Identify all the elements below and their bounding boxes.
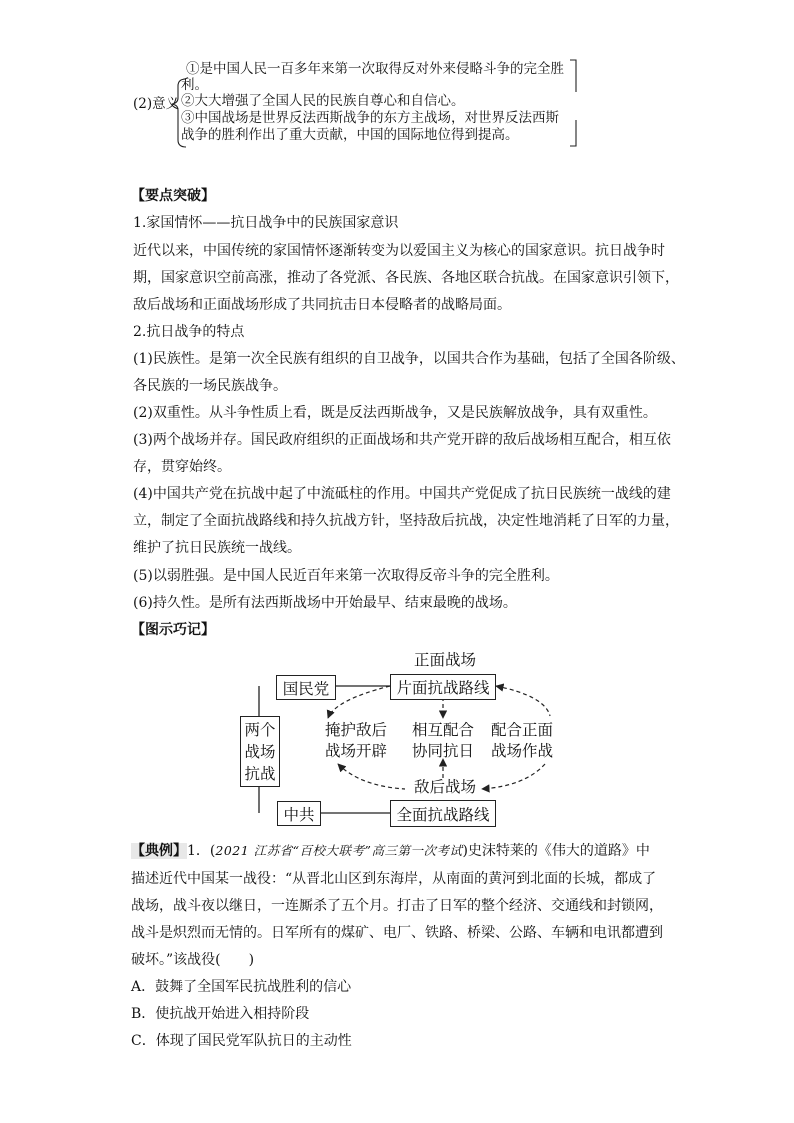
example-tag: 【典例】 xyxy=(131,843,187,859)
example-line-4: 战斗是炽烈而无情的。日军所有的煤矿、电厂、铁路、桥梁、公路、车辆和电讯都遭到 xyxy=(131,925,663,941)
example-source: 2021 江苏省“百校大联考”高三第一次考试 xyxy=(215,843,463,858)
cover-rear-label xyxy=(316,720,396,762)
diagram-heading: 【图示巧记】 xyxy=(131,622,215,638)
example-line-3: 战场，战斗夜以继日，一连厮杀了五个月。打击了日军的整个经济、交通线和封锁网， xyxy=(131,898,663,914)
section1-line-2: 期，国家意识空前高涨，推动了各党派、各民族、各地区联合抗战。在国家意识引领下， xyxy=(133,270,679,286)
partial-resistance-box: 片面抗战路线 xyxy=(390,674,496,700)
option-b: B．使抗战开始进入相持阶段 xyxy=(131,1006,310,1022)
significance-item-2: ②大大增强了全国人民的民族自尊心和自信心。 xyxy=(181,93,465,109)
significance-item-1-cont: 利。 xyxy=(181,77,208,93)
significance-item-1: ①是中国人民一百多年来第一次取得反对外来侵略斗争的完全胜 xyxy=(186,61,564,77)
significance-item-3: ③中国战场是世界反法西斯战争的东方主战场，对世界反法西斯 xyxy=(181,110,559,126)
section1-line-3: 敌后战场和正面战场形成了共同抗击日本侵略者的战略局面。 xyxy=(133,297,511,313)
key-points-heading: 【要点突破】 xyxy=(131,188,215,204)
section2-line-8: 维护了抗日民族统一战线。 xyxy=(133,540,301,556)
section2-line-4: (3)两个战场并存。国民政府组织的正面战场和共产党开辟的敌后战场相互配合，相互依 xyxy=(133,432,671,448)
two-battlefields-line-3: 抗战 xyxy=(244,764,276,783)
section2-line-2: 各民族的一场民族战争。 xyxy=(133,378,287,394)
mutual-cooperation-label xyxy=(403,720,483,762)
two-battlefields-line-1: 两个 xyxy=(244,720,276,739)
example-number: 1．( xyxy=(187,843,216,859)
section2-line-9: (5)以弱胜强。是中国人民近百年来第一次取得反帝斗争的完全胜利。 xyxy=(133,568,559,584)
section2-title: 2.抗日战争的特点 xyxy=(133,324,245,340)
section2-line-6: (4)中国共产党在抗战中起了中流砥柱的作用。中国共产党促成了抗日民族统一战线的建 xyxy=(133,486,671,502)
example-line-1: )史沫特莱的《伟大的道路》中 xyxy=(462,843,650,859)
cover-rear-line-2: 战场开辟 xyxy=(324,742,387,760)
significance-item-3-cont: 战争的胜利作出了重大贡献，中国的国际地位得到提高。 xyxy=(181,127,519,143)
section2-line-7: 立，制定了全面抗战路线和持久抗战方针，坚持敌后抗战，决定性地消耗了日军的力量， xyxy=(133,513,679,529)
significance-label: (2)意义 xyxy=(133,96,180,112)
section2-line-1: (1)民族性。是第一次全民族有组织的自卫战争，以国共合作为基础，包括了全国各阶级、 xyxy=(133,351,685,367)
mutual-line-1: 相互配合 xyxy=(411,721,474,739)
example-line-2: 描述近代中国某一战役：“从晋北山区到东海岸，从南面的黄河到北面的长城，都成了 xyxy=(131,871,657,887)
mutual-line-2: 协同抗日 xyxy=(411,742,474,760)
cover-rear-line-1: 掩护敌后 xyxy=(324,721,387,739)
front-battlefield-label: 正面战场 xyxy=(413,651,476,669)
example-line-5: 破坏。”该战役( ) xyxy=(131,952,255,968)
coop-front-line-2: 战场作战 xyxy=(490,742,553,760)
two-battlefields-line-2: 战场 xyxy=(244,742,276,761)
total-resistance-box: 全面抗战路线 xyxy=(390,800,496,827)
rear-battlefield-label: 敌后战场 xyxy=(413,778,476,796)
section1-title: 1.家国情怀——抗日战争中的民族国家意识 xyxy=(133,215,399,231)
section2-line-3: (2)双重性。从斗争性质上看，既是反法西斯战争，又是民族解放战争，具有双重性。 xyxy=(133,405,657,421)
section2-line-5: 存，贯穿始终。 xyxy=(133,459,231,475)
coop-front-line-1: 配合正面 xyxy=(490,721,553,739)
section2-line-10: (6)持久性。是所有法西斯战场中开始最早、结束最晚的战场。 xyxy=(133,595,517,611)
two-battlefields-box xyxy=(240,716,280,787)
option-c: C．体现了国民党军队抗日的主动性 xyxy=(131,1033,352,1049)
coop-front-label xyxy=(482,720,562,762)
kmt-box: 国民党 xyxy=(276,675,336,700)
ccp-box: 中共 xyxy=(277,801,321,826)
example-first-line xyxy=(131,841,650,861)
section1-line-1: 近代以来，中国传统的家国情怀逐渐转变为以爱国主义为核心的国家意识。抗日战争时 xyxy=(133,243,665,259)
option-a: A．鼓舞了全国军民抗战胜利的信心 xyxy=(131,979,352,995)
